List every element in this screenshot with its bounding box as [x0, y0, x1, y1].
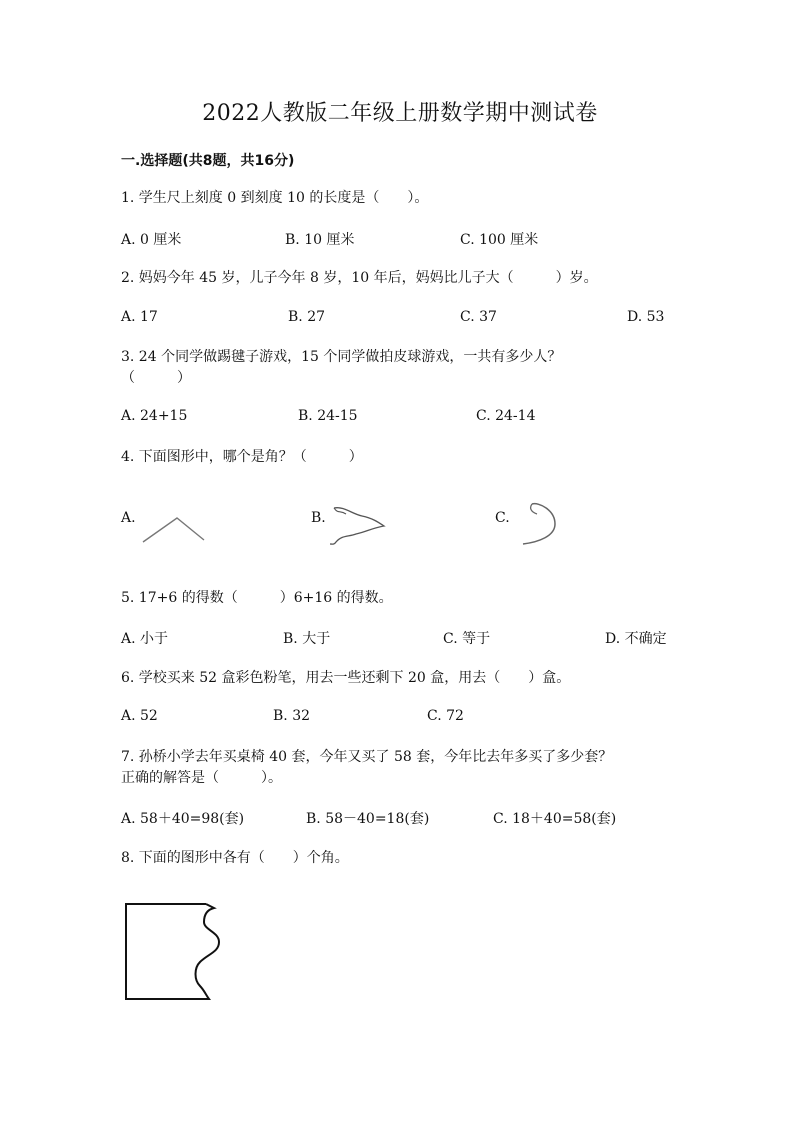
- question-6-text: 6. 学校买来 52 盒彩色粉笔，用去一些还剩下 20 盒，用去（ ）盒。: [121, 670, 571, 686]
- question-3-text-line2: （ ）: [121, 370, 191, 386]
- question-5-option-a[interactable]: A. 小于: [121, 631, 169, 647]
- question-2-option-c[interactable]: C. 37: [460, 309, 497, 325]
- question-1-text: 1. 学生尺上刻度 0 到刻度 10 的长度是（ ）。: [121, 190, 429, 206]
- question-2-option-d[interactable]: D. 53: [627, 309, 665, 325]
- question-1-option-c[interactable]: C. 100 厘米: [460, 232, 539, 248]
- question-2-text: 2. 妈妈今年 45 岁，儿子今年 8 岁，10 年后，妈妈比儿子大（ ）岁。: [121, 270, 598, 286]
- question-2-option-a[interactable]: A. 17: [121, 309, 158, 325]
- question-7-option-a[interactable]: A. 58＋40=98(套): [121, 811, 245, 827]
- question-3-option-b[interactable]: B. 24-15: [298, 408, 358, 424]
- page-title: 2022人教版二年级上册数学期中测试卷: [202, 101, 598, 126]
- question-5-option-b[interactable]: B. 大于: [283, 631, 331, 647]
- question-1-option-a[interactable]: A. 0 厘米: [121, 232, 182, 248]
- question-4-option-b[interactable]: B.: [311, 510, 326, 526]
- question-7-option-b[interactable]: B. 58－40=18(套): [306, 811, 430, 827]
- question-5-option-c[interactable]: C. 等于: [443, 631, 491, 647]
- question-8-text: 8. 下面的图形中各有（ ）个角。: [121, 850, 349, 866]
- question-5-text: 5. 17+6 的得数（ ）6+16 的得数。: [121, 590, 393, 606]
- question-6-option-c[interactable]: C. 72: [427, 708, 464, 724]
- wavy-figure-b: [326, 500, 396, 548]
- question-2-option-b[interactable]: B. 27: [288, 309, 326, 325]
- question-7-option-c[interactable]: C. 18＋40=58(套): [493, 811, 617, 827]
- question-6-option-b[interactable]: B. 32: [273, 708, 311, 724]
- question-7-text-line2: 正确的解答是（ ）。: [121, 770, 282, 786]
- question-3-text: 3. 24 个同学做踢毽子游戏，15 个同学做拍皮球游戏，一共有多少人？: [121, 349, 562, 365]
- angle-figure-a: [140, 514, 210, 546]
- question-4-option-c[interactable]: C.: [495, 510, 510, 526]
- question-6-option-a[interactable]: A. 52: [121, 708, 158, 724]
- question-4-text: 4. 下面图形中，哪个是角？（ ）: [121, 449, 363, 465]
- question-7-text: 7. 孙桥小学去年买桌椅 40 套，今年又买了 58 套，今年比去年多买了多少套？: [121, 749, 613, 765]
- question-3-option-c[interactable]: C. 24-14: [476, 408, 536, 424]
- question-1-option-b[interactable]: B. 10 厘米: [285, 232, 355, 248]
- question-5-option-d[interactable]: D. 不确定: [605, 631, 667, 647]
- section-heading: 一.选择题(共8题，共16分): [121, 153, 295, 169]
- question-3-option-a[interactable]: A. 24+15: [121, 408, 188, 424]
- question-4-option-a[interactable]: A.: [121, 510, 136, 526]
- curve-figure-c: [515, 500, 565, 550]
- square-with-wavy-side-figure: [120, 900, 230, 1006]
